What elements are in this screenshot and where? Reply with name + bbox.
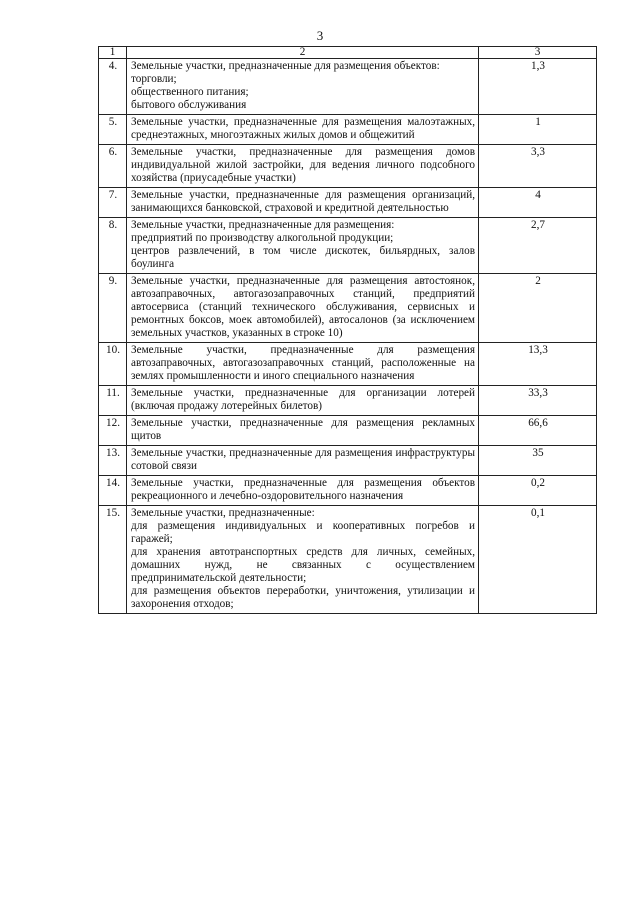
row-number: 14.	[99, 476, 127, 506]
row-coefficient: 66,6	[479, 416, 597, 446]
row-coefficient: 35	[479, 446, 597, 476]
table-row	[99, 59, 597, 115]
row-coefficient: 1	[479, 115, 597, 145]
row-number: 10.	[99, 343, 127, 386]
row-coefficient: 0,1	[479, 506, 597, 614]
column-header-description: 2	[127, 47, 479, 59]
row-number: 11.	[99, 386, 127, 416]
row-number: 5.	[99, 115, 127, 145]
row-coefficient: 4	[479, 188, 597, 218]
description-line: Земельные участки, предназначенные для размещения:	[131, 219, 395, 231]
row-description	[127, 476, 479, 506]
table-row	[99, 416, 597, 446]
row-number: 15.	[99, 506, 127, 614]
table-row	[99, 386, 597, 416]
column-header-number: 1	[99, 47, 127, 59]
table-row	[99, 218, 597, 274]
table-row	[99, 446, 597, 476]
description-line: Земельные участки, предназначенные для размещения домов индивидуальной жилой застройки, для ведения личного подсобного хозяйства (приусадебные участки)	[131, 146, 475, 184]
row-number: 9.	[99, 274, 127, 343]
row-coefficient: 13,3	[479, 343, 597, 386]
description-line: общественного питания;	[131, 86, 249, 98]
row-description	[127, 115, 479, 145]
column-header-value: 3	[479, 47, 597, 59]
row-number: 13.	[99, 446, 127, 476]
row-coefficient: 33,3	[479, 386, 597, 416]
row-description	[127, 274, 479, 343]
row-description	[127, 386, 479, 416]
row-number: 6.	[99, 145, 127, 188]
row-description	[127, 343, 479, 386]
rates-table	[98, 46, 597, 614]
table-body	[99, 59, 597, 614]
row-number: 8.	[99, 218, 127, 274]
description-line: для размещения индивидуальных и кооперативных погребов и гаражей;	[131, 520, 475, 545]
description-line: Земельные участки, предназначенные для размещения рекламных щитов	[131, 417, 475, 442]
row-description	[127, 188, 479, 218]
table-row	[99, 115, 597, 145]
row-coefficient: 3,3	[479, 145, 597, 188]
page-number: 3	[316, 28, 324, 43]
row-coefficient: 2,7	[479, 218, 597, 274]
row-number: 12.	[99, 416, 127, 446]
table-row	[99, 343, 597, 386]
description-line: Земельные участки, предназначенные для размещения объектов:	[131, 60, 440, 72]
row-coefficient: 0,2	[479, 476, 597, 506]
description-line: Земельные участки, предназначенные для размещения инфраструктуры сотовой связи	[131, 447, 475, 472]
description-line: для хранения автотранспортных средств для личных, семейных, домашних нужд, не связанных с осуществлением предпринимательской деятельности;	[131, 546, 475, 584]
row-description	[127, 506, 479, 614]
description-line: центров развлечений, в том числе дискотек, бильярдных, залов боулинга	[131, 245, 475, 270]
description-line: Земельные участки, предназначенные для размещения автостоянок, автозаправочных, автогазозаправочных станций, предприятий автосервиса (станций технического обслуживания, сервисных и ремонтных боксов, моек автомобилей), автосалонов (за исключением земельных участков, указанных в строке 10)	[131, 275, 475, 339]
row-description	[127, 218, 479, 274]
description-line: для размещения объектов переработки, уничтожения, утилизации и захоронения отходов;	[131, 585, 475, 610]
description-line: Земельные участки, предназначенные:	[131, 507, 315, 519]
table-row	[99, 188, 597, 218]
row-description	[127, 416, 479, 446]
row-description	[127, 145, 479, 188]
description-line: Земельные участки, предназначенные для размещения организаций, занимающихся банковской, страховой и кредитной деятельностью	[131, 189, 475, 214]
description-line: Земельные участки, предназначенные для размещения объектов рекреационного и лечебно-оздоровительного назначения	[131, 477, 475, 502]
row-number: 7.	[99, 188, 127, 218]
row-description	[127, 59, 479, 115]
table-row	[99, 506, 597, 614]
table-header-row	[99, 47, 597, 59]
table-row	[99, 274, 597, 343]
description-line: Земельные участки, предназначенные для организации лотерей (включая продажу лотерейных билетов)	[131, 387, 475, 412]
row-coefficient: 1,3	[479, 59, 597, 115]
table-row	[99, 476, 597, 506]
description-line: бытового обслуживания	[131, 99, 247, 111]
description-line: Земельные участки, предназначенные для размещения автозаправочных, автогазозаправочных станций, расположенные на землях промышленности и иного специального назначения	[131, 344, 475, 382]
description-line: предприятий по производству алкогольной продукции;	[131, 232, 394, 244]
description-line: Земельные участки, предназначенные для размещения малоэтажных, среднеэтажных, многоэтажных жилых домов и общежитий	[131, 116, 475, 141]
row-coefficient: 2	[479, 274, 597, 343]
table-row	[99, 145, 597, 188]
row-description	[127, 446, 479, 476]
row-number: 4.	[99, 59, 127, 115]
description-line: торговли;	[131, 73, 177, 85]
